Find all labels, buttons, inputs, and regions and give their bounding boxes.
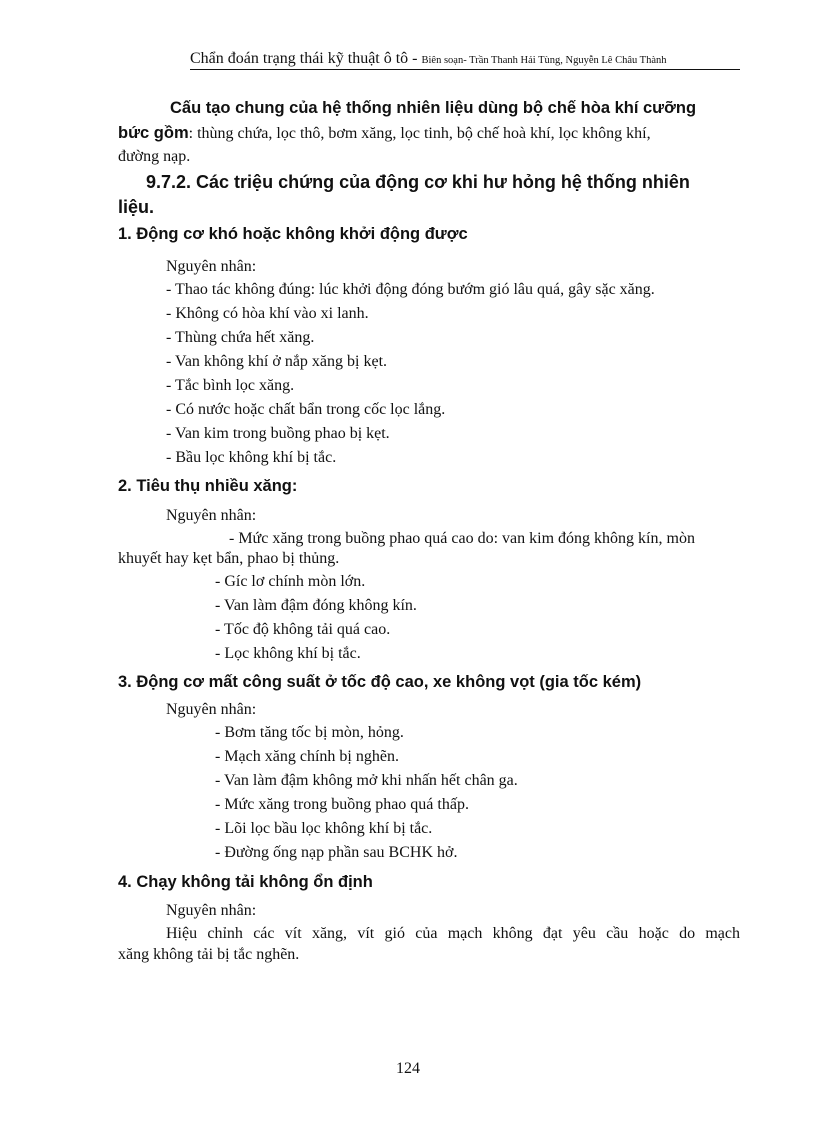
list-item: - Van làm đậm không mở khi nhấn hết chân ga.	[215, 772, 518, 789]
s3-cause-label: Nguyên nhân:	[166, 701, 257, 718]
s3-heading: 3. Động cơ mất công suất ở tốc độ cao, xe không vọt (gia tốc kém)	[118, 673, 642, 691]
list-item: - Van làm đậm đóng không kín.	[215, 597, 417, 614]
s2-list	[215, 570, 417, 666]
list-item: - Đường ống nạp phần sau BCHK hở.	[215, 844, 458, 861]
intro-tail-1: : thùng chứa, lọc thô, bơm xăng, lọc tinh, bộ chế hoà khí, lọc không khí,	[188, 125, 651, 142]
list-item: - Mức xăng trong buồng phao quá thấp.	[215, 796, 469, 813]
intro-lead-cont: bức gồm	[118, 124, 189, 142]
s2-cause-label: Nguyên nhân:	[166, 507, 257, 524]
s1-list	[166, 278, 655, 470]
list-item: - Tốc độ không tải quá cao.	[215, 621, 391, 638]
s4-heading: 4. Chạy không tải không ổn định	[118, 873, 373, 891]
intro-lead-line	[170, 96, 696, 120]
list-item: - Thùng chứa hết xăng.	[166, 329, 315, 346]
list-item: - Gíc lơ chính mòn lớn.	[215, 573, 366, 590]
list-item: - Lõi lọc bầu lọc không khí bị tắc.	[215, 820, 433, 837]
section-title-line-2: liệu.	[118, 197, 155, 217]
list-item: - Không có hòa khí vào xi lanh.	[166, 305, 369, 322]
s4-line-2: xăng không tải bị tắc nghẽn.	[118, 946, 300, 963]
page-number: 124	[396, 1060, 420, 1077]
list-item: - Tắc bình lọc xăng.	[166, 377, 295, 394]
intro-tail-2: đường nạp.	[118, 148, 191, 165]
s1-heading: 1. Động cơ khó hoặc không khởi động được	[118, 225, 468, 243]
s4-cause-label: Nguyên nhân:	[166, 902, 257, 919]
s2-first-cont: khuyết hay kẹt bẩn, phao bị thủng.	[118, 550, 340, 567]
s2-heading: 2. Tiêu thụ nhiều xăng:	[118, 477, 298, 495]
list-item: - Có nước hoặc chất bẩn trong cốc lọc lắng.	[166, 401, 446, 418]
s3-list	[215, 721, 518, 865]
section-title-line-1: 9.7.2. Các triệu chứng của động cơ khi hư hỏng hệ thống nhiên	[146, 172, 690, 192]
list-item: - Bầu lọc không khí bị tắc.	[166, 449, 337, 466]
intro-line-2	[118, 121, 740, 146]
intro-lead: Cấu tạo chung của hệ thống nhiên liệu dùng bộ chế hòa khí cưỡng	[170, 99, 697, 117]
list-item: - Van không khí ở nắp xăng bị kẹt.	[166, 353, 388, 370]
list-item: - Mạch xăng chính bị nghẽn.	[215, 748, 399, 765]
s1-cause-label: Nguyên nhân:	[166, 258, 257, 275]
header-title: Chẩn đoán trạng thái kỹ thuật ô tô -	[190, 50, 418, 67]
header-authors: Biên soạn- Trần Thanh Hải Tùng, Nguyễn Lê Châu Thành	[421, 55, 667, 66]
s2-first-line: - Mức xăng trong buồng phao quá cao do: van kim đóng không kín, mòn	[229, 530, 695, 547]
list-item: - Thao tác không đúng: lúc khởi động đóng bướm gió lâu quá, gây sặc xăng.	[166, 281, 655, 298]
list-item: - Lọc không khí bị tắc.	[215, 645, 361, 662]
s4-line-1: Hiệu chỉnh các vít xăng, vít gió của mạch không đạt yêu cầu hoặc do mạch	[166, 925, 740, 942]
header-rule	[190, 69, 740, 70]
running-header	[190, 50, 750, 68]
list-item: - Bơm tăng tốc bị mòn, hỏng.	[215, 724, 404, 741]
list-item: - Van kim trong buồng phao bị kẹt.	[166, 425, 390, 442]
